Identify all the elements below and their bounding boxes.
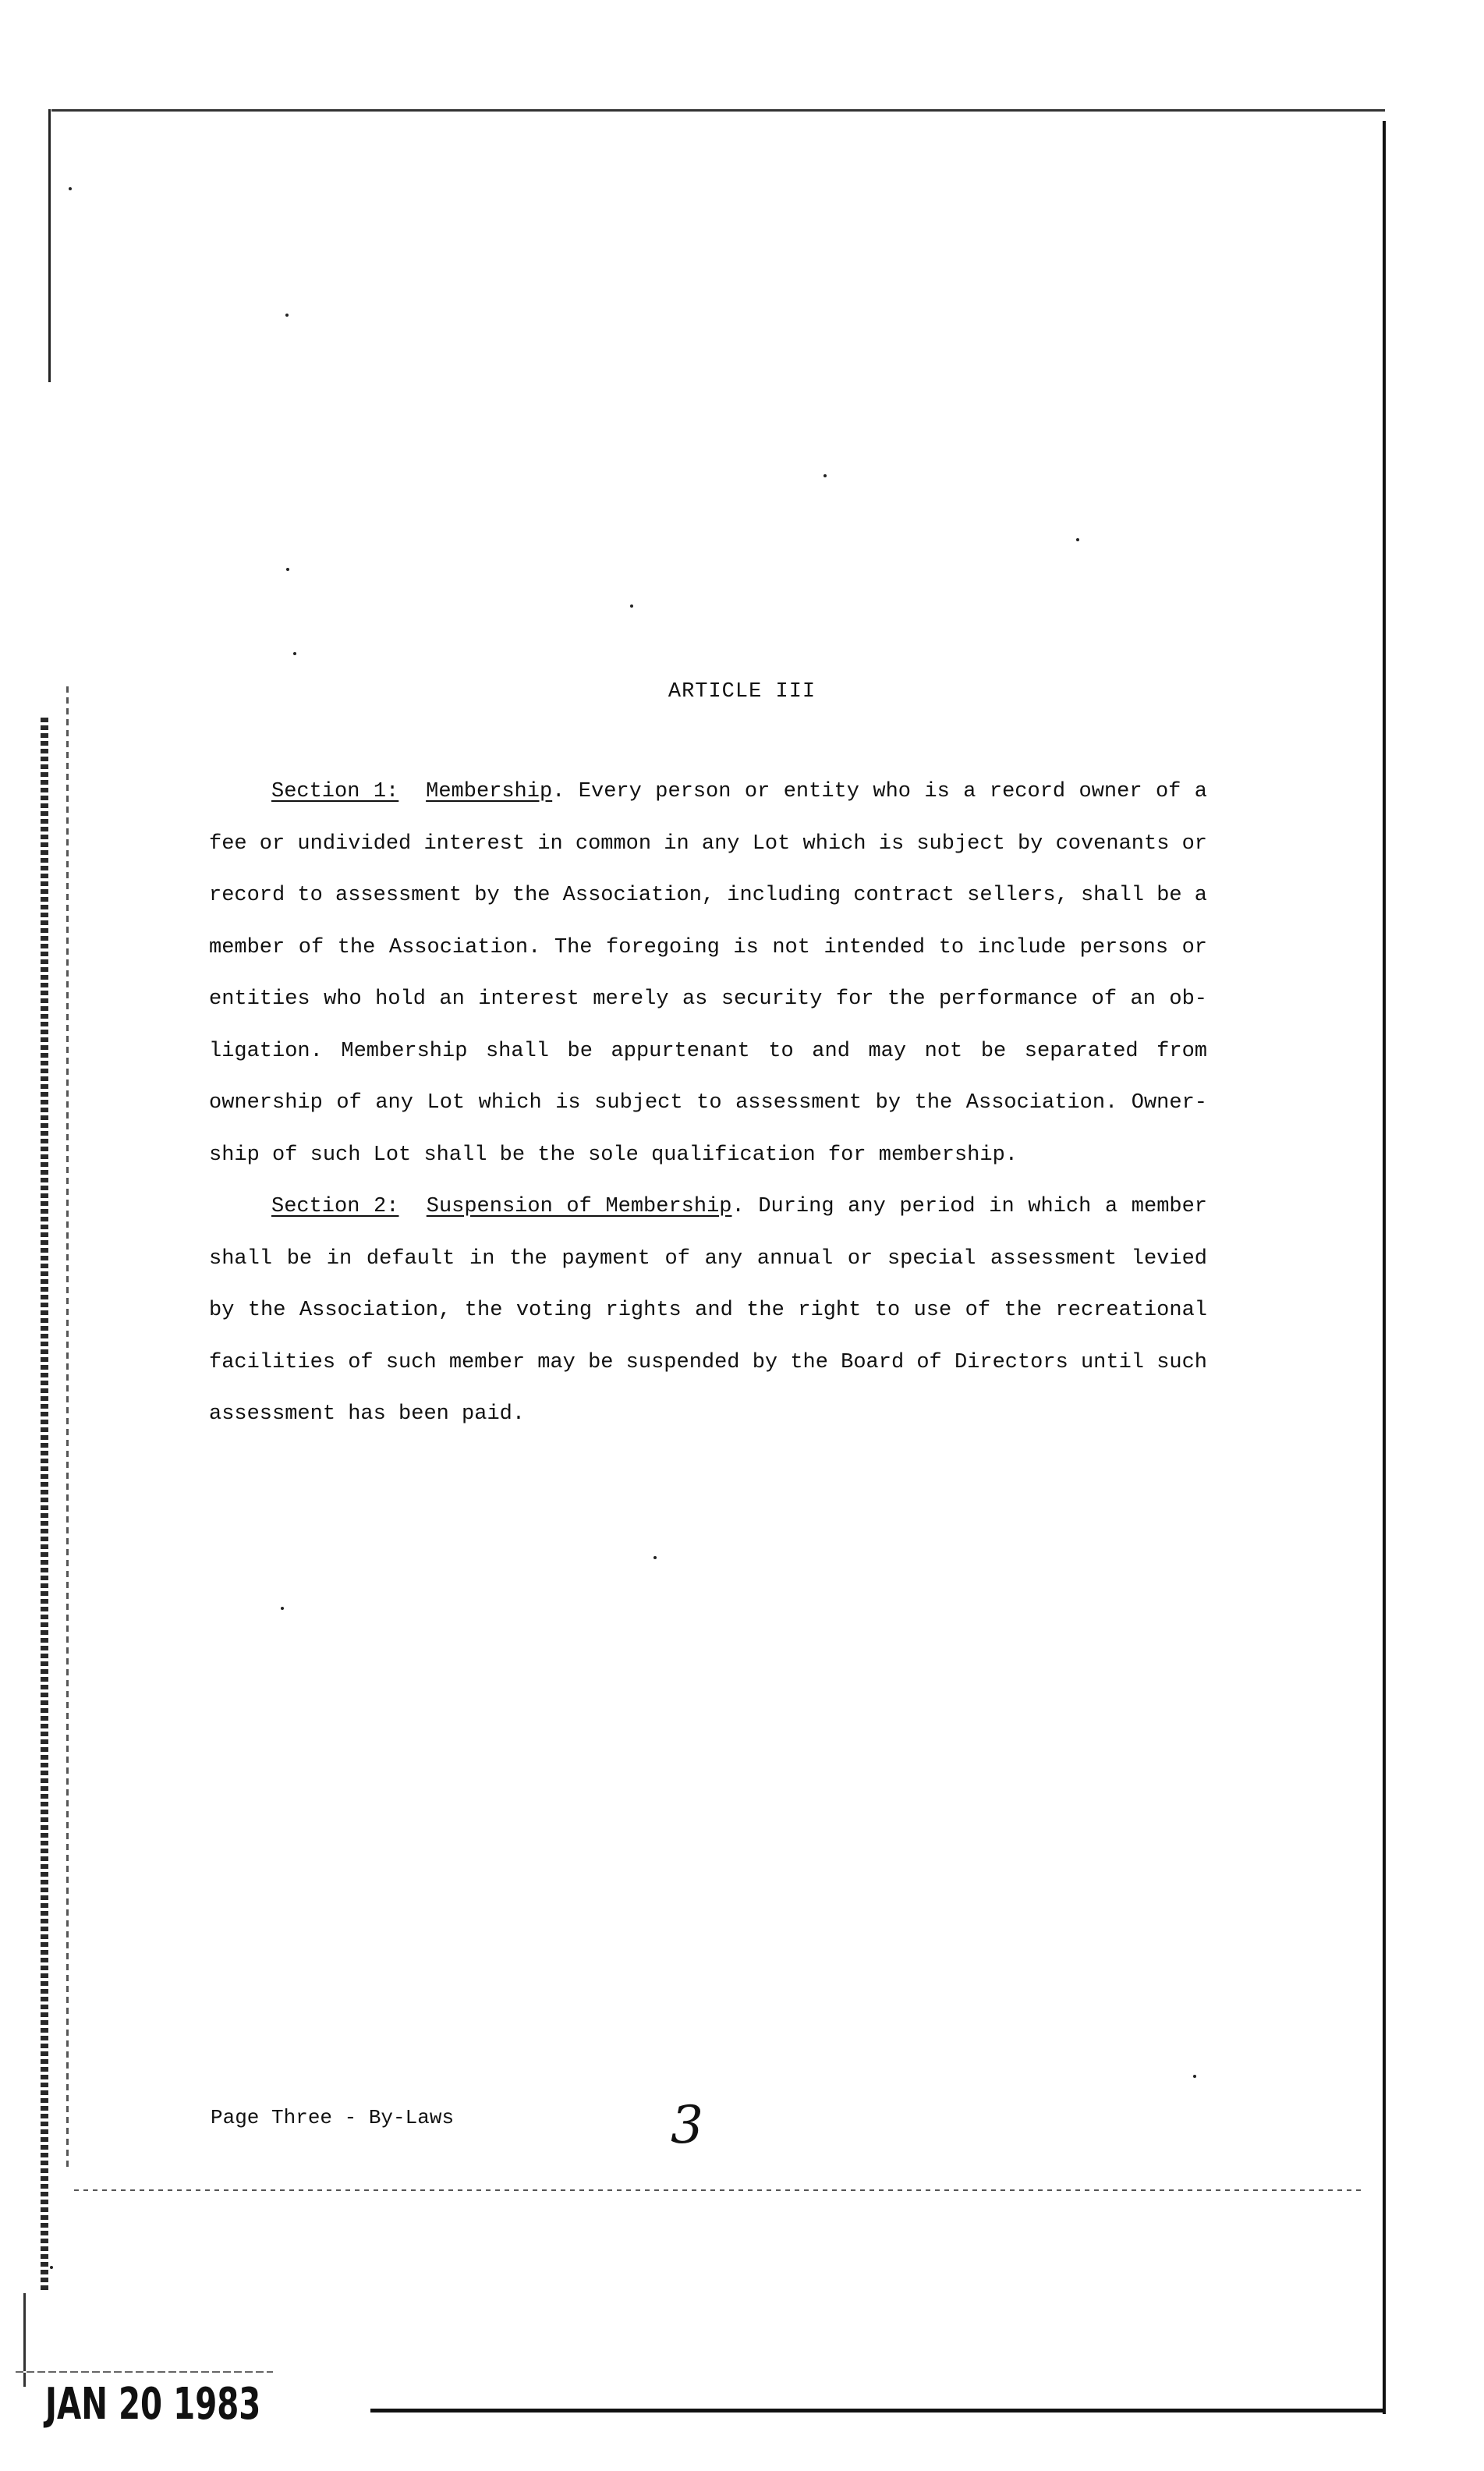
scan-speck [69, 187, 72, 190]
section-1-line: . Every person or entity who is a record owner of a [552, 780, 1208, 803]
scan-speck [50, 2266, 53, 2269]
section-2-first-line [209, 1181, 1207, 1233]
page-frame-left-lower [23, 2293, 26, 2387]
scan-speck [286, 568, 289, 571]
page-frame-left-upper [48, 109, 51, 382]
section-1-line: ownership of any Lot which is subject to assessment by the Association. Owner- [209, 1091, 1207, 1115]
page-frame-bottom [370, 2409, 1384, 2413]
scan-speck [281, 1607, 284, 1610]
page-footer: Page Three - By-Laws [211, 2106, 455, 2129]
section-1-line: member of the Association. The foregoing is not intended to include persons or [209, 935, 1207, 959]
page-frame-bottom-dotted [74, 2189, 1361, 2191]
section-2-name: Suspension of Membership [426, 1195, 732, 1218]
page-frame-left-edge [66, 686, 69, 2168]
scan-speck [293, 652, 296, 655]
page-frame-right [1383, 121, 1386, 2414]
scan-speck [823, 474, 827, 477]
scan-speck [1193, 2075, 1196, 2078]
scan-speck [1076, 538, 1079, 541]
section-1-heading: Section 1: [271, 780, 399, 803]
section-2-heading: Section 2: [271, 1195, 399, 1218]
scan-speck [630, 604, 633, 608]
section-1-line: ligation. Membership shall be appurtenant to and may not be separated from [209, 1039, 1207, 1063]
section-1-line: ship of such Lot shall be the sole qualification for membership. [209, 1143, 1018, 1167]
handwritten-page-number: 3 [671, 2095, 703, 2155]
section-2-line: . During any period in which a member [731, 1195, 1208, 1218]
binding-strip [41, 718, 48, 2293]
section-1-name: Membership [426, 780, 553, 803]
page-frame-top [51, 109, 1385, 112]
section-2-line: by the Association, the voting rights and the right to use of the recreational [209, 1299, 1207, 1322]
section-2 [209, 1181, 1207, 1441]
date-stamp: JAN 20 1983 [45, 2379, 261, 2430]
section-1-line: entities who hold an interest merely as security for the performance of an ob- [209, 987, 1207, 1011]
scan-speck [653, 1556, 657, 1559]
section-1-line: fee or undivided interest in common in any Lot which is subject by covenants or [209, 831, 1208, 856]
section-1-first-line [209, 766, 1207, 818]
section-1-line: record to assessment by the Association, including contract sellers, shall be a [209, 884, 1208, 907]
scan-speck [285, 314, 289, 317]
section-2-line: assessment has been paid. [209, 1402, 526, 1426]
scan-noise-bottom-left [16, 2371, 273, 2373]
section-2-line: shall be in default in the payment of any annual or special assessment levied [209, 1246, 1207, 1271]
article-title: ARTICLE III [668, 680, 816, 704]
section-1 [209, 766, 1207, 1181]
section-2-line: facilities of such member may be suspended by the Board of Directors until such [209, 1350, 1208, 1374]
